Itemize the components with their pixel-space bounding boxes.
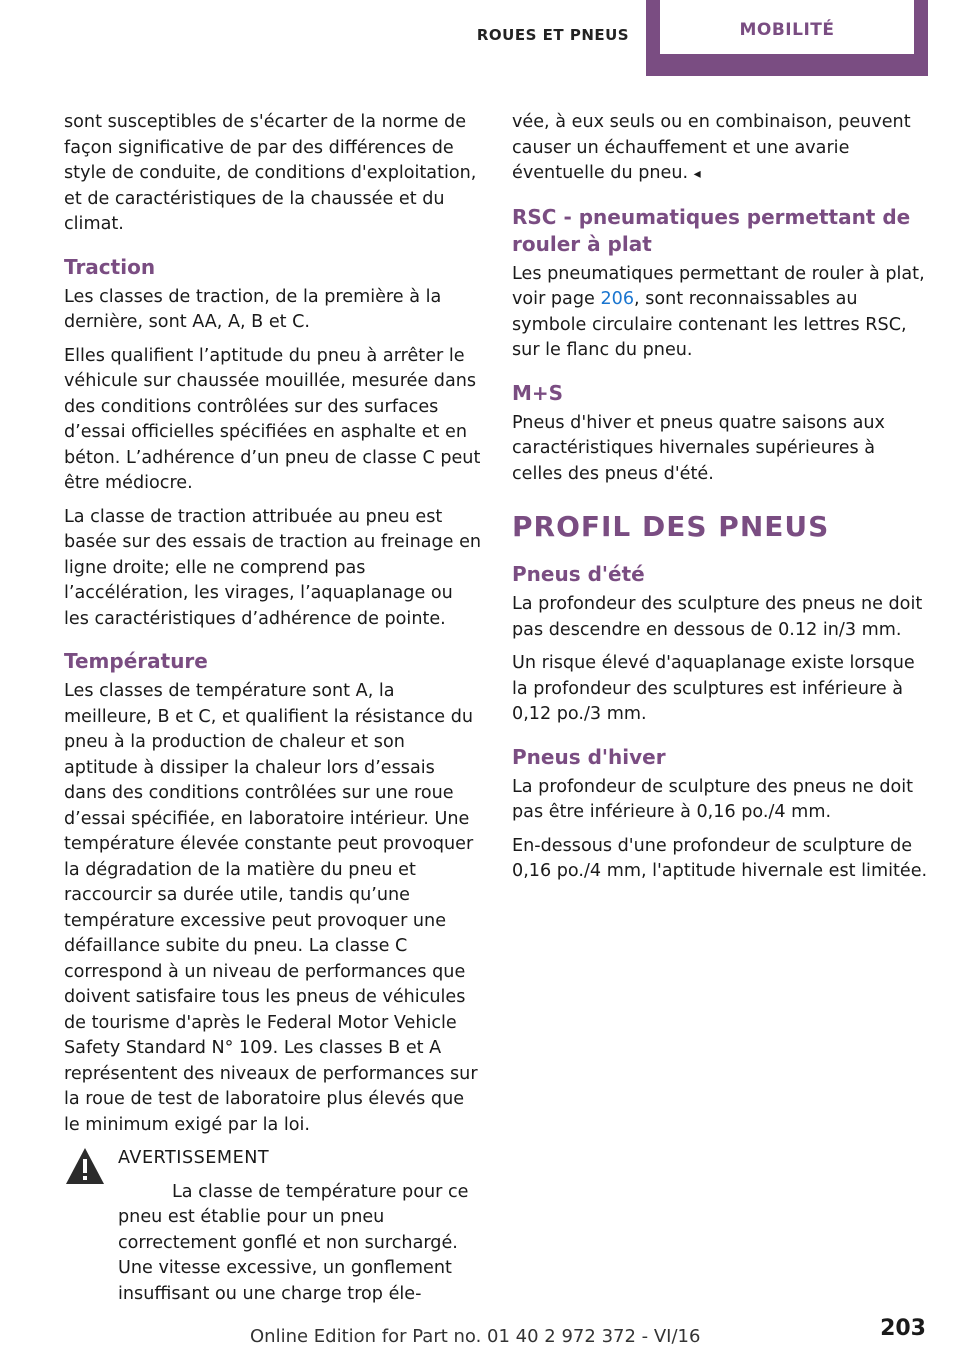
traction-paragraph-3: La classe de traction attribuée au pneu est basée sur des essais de traction au freinage en ligne droite; elle ne comprend pas l’accélération, les virages, l’aquaplanage ou les caractéristiques d’adhérence de pointe.	[64, 506, 482, 629]
header-section-title: ROUES ET PNEUS	[476, 26, 630, 44]
page-number: 203	[880, 1316, 926, 1341]
ms-heading: M+S	[512, 380, 564, 405]
chapter-tab-label: MOBILITÉ	[739, 20, 835, 40]
right-column	[512, 110, 930, 893]
temperature-heading: Température	[64, 649, 208, 673]
end-marker-icon: ◂	[693, 166, 701, 182]
warning-triangle-icon	[64, 1146, 106, 1186]
intro-paragraph: sont susceptibles de s'écarter de la norme de façon significative de par des différences de style de conduite, de conditions d'exploitation, et de caractéristiques de la chaussée et du climat.	[64, 112, 477, 234]
traction-heading: Traction	[64, 254, 156, 279]
profil-section-title: PROFIL DES PNEUS	[512, 510, 830, 543]
winter-paragraph-1: La profondeur de sculpture des pneus ne doit pas être inférieure à 0,16 po./4 mm.	[512, 776, 914, 822]
rsc-heading: RSC - pneumatiques permettant de rouler à plat	[512, 204, 911, 256]
warning-text-content: La classe de température pour ce pneu est établie pour un pneu correctement gonflé et non surchargé. Une vitesse excessive, un gonflement insuffisant ou une charge trop éle-	[118, 1181, 469, 1304]
warning-title: AVERTISSEMENT	[118, 1148, 270, 1168]
warning-continued-text: vée, à eux seuls ou en combinaison, peuvent causer un échauffement et une avarie éventuelle du pneu.	[512, 112, 911, 183]
chapter-tab[interactable]	[646, 0, 928, 76]
winter-paragraph-2: En-dessous d'une profondeur de sculpture de 0,16 po./4 mm, l'aptitude hivernale est limitée.	[512, 835, 928, 881]
summer-paragraph-1: La profondeur des sculpture des pneus ne doit pas descendre en dessous de 0.12 in/3 mm.	[512, 594, 923, 640]
edition-text: Online Edition for Part no. 01 40 2 972 372 - VI/16	[250, 1326, 701, 1347]
summer-paragraph-2: Un risque élevé d'aquaplanage existe lorsque la profondeur des sculptures est inférieure à 0,12 po./3 mm.	[512, 653, 915, 724]
rsc-text-before: Les pneumatiques permettant de rouler à plat, voir page	[512, 263, 925, 309]
page-footer	[0, 1316, 960, 1356]
ms-paragraph: Pneus d'hiver et pneus quatre saisons aux caractéristiques hivernales supérieures à celles des pneus d'été.	[512, 412, 885, 484]
warning-block	[64, 1146, 482, 1307]
warning-continued-paragraph	[512, 110, 930, 188]
traction-paragraph-1: Les classes de traction, de la première à la dernière, sont AA, A, B et C.	[64, 286, 442, 332]
traction-paragraph-2: Elles qualifient l’aptitude du pneu à arrêter le véhicule sur chaussée mouillée, mesurée dans des conditions contrôlées sur des surfaces d’essai officielles spécifiées en asphalte et en béton. L’adhérence d’un pneu de classe C peut être médiocre.	[64, 345, 481, 493]
left-column	[64, 110, 482, 1307]
page-206-link[interactable]: 206	[600, 289, 635, 309]
temperature-paragraph: Les classes de température sont A, la meilleure, B et C, et qualifient la résistance du pneu à la production de chaleur et son aptitude à dissiper la chaleur lors d’essais dans des conditions contrôlées sur une roue d’essai spécifiée, en laboratoire intérieur. Une température élevée constante peut provoquer la dégradation de la matière du pneu et raccourcir sa durée utile, tandis qu’une température excessive peut provoquer une défaillance subite du pneu. La classe C correspond à un niveau de performances que doivent satisfaire tous les pneus de véhicules de tourisme d'après le Federal Motor Vehicle Safety Standard N° 109. Les classes B et A représentent des niveaux de performances sur la roue de test de laboratoire plus élevés que le minimum exigé par la loi.	[64, 681, 478, 1135]
warning-text	[118, 1180, 482, 1308]
summer-tires-heading: Pneus d'été	[512, 562, 645, 586]
rsc-text-after: , sont reconnaissables au symbole circulaire contenant les lettres RSC, sur le flanc du pneu.	[512, 289, 907, 360]
rsc-paragraph	[512, 262, 930, 364]
winter-tires-heading: Pneus d'hiver	[512, 744, 666, 769]
